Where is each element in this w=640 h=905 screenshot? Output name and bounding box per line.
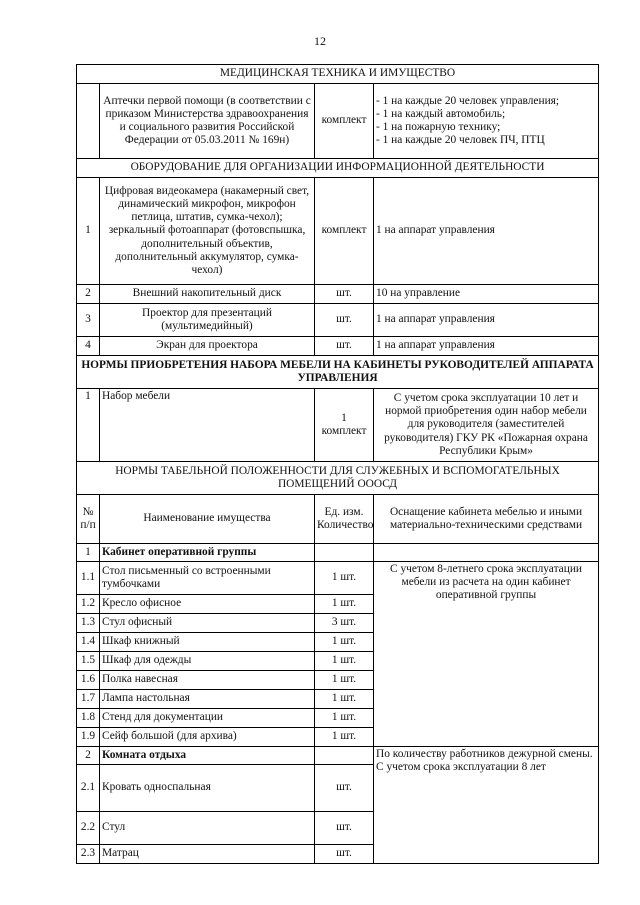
item-name: Стол письменный со встроенными тумбочками: [100, 562, 315, 595]
table-row: [77, 84, 599, 159]
section-title-medical: МЕДИЦИНСКАЯ ТЕХНИКА И ИМУЩЕСТВО: [77, 65, 599, 84]
group-row: [77, 544, 599, 562]
row-number: 2.3: [77, 845, 100, 864]
item-name: Стенд для документации: [100, 709, 315, 728]
header-name: Наименование имущества: [100, 495, 315, 544]
item-quantity: 1 шт.: [315, 562, 374, 595]
item-unit: шт.: [315, 285, 374, 304]
row-number: 1: [77, 389, 100, 462]
item-name: Шкаф книжный: [100, 633, 315, 652]
item-name: Шкаф для одежды: [100, 652, 315, 671]
item-unit: комплект: [315, 84, 374, 159]
item-quantity: шт.: [315, 845, 374, 864]
norm-line: - 1 на каждый автомобиль;: [376, 107, 506, 120]
section-title-row: [77, 356, 599, 389]
section-title-equipment: ОБОРУДОВАНИЕ ДЛЯ ОРГАНИЗАЦИИ ИНФОРМАЦИОННОЙ ДЕЯТЕЛЬНОСТИ: [77, 159, 599, 178]
header-quantity: Ед. изм. Количество: [315, 495, 374, 544]
item-name: Лампа настольная: [100, 690, 315, 709]
item-quantity: шт.: [315, 812, 374, 845]
group-note: С учетом 8-летнего срока эксплуатации мебели из расчета на один кабинет оперативной группы: [374, 562, 599, 747]
table-row: [77, 337, 599, 356]
row-number: 2.2: [77, 812, 100, 845]
row-number: 2: [77, 285, 100, 304]
item-name: Стул офисный: [100, 614, 315, 633]
item-name: Матрац: [100, 845, 315, 864]
row-number: [77, 84, 100, 159]
item-name: Стул: [100, 812, 315, 845]
item-unit: шт.: [315, 304, 374, 337]
item-quantity: 1 шт.: [315, 671, 374, 690]
row-number: 4: [77, 337, 100, 356]
group-note-empty: [374, 544, 599, 562]
row-number: 1: [77, 178, 100, 285]
item-quantity: 1 шт.: [315, 690, 374, 709]
group-note: [374, 747, 599, 864]
group-quantity: [315, 747, 374, 765]
group-row: [77, 747, 599, 765]
row-number: 1.1: [77, 562, 100, 595]
item-qty-value: 1: [341, 411, 347, 424]
section-title-row: [77, 159, 599, 178]
section-title-norms: НОРМЫ ТАБЕЛЬНОЙ ПОЛОЖЕННОСТИ ДЛЯ СЛУЖЕБНЫХ И ВСПОМОГАТЕЛЬНЫХ ПОМЕЩЕНИЙ ОООСД: [77, 462, 599, 495]
row-number: 1.9: [77, 728, 100, 747]
header-number: № п/п: [77, 495, 100, 544]
group-note-line: С учетом срока эксплуатации 8 лет: [376, 761, 546, 774]
table-header-row: [77, 495, 599, 544]
item-unit: комплект: [315, 178, 374, 285]
norm-line: - 1 на пожарную технику;: [376, 121, 501, 133]
group-number: 1: [77, 544, 100, 562]
header-note: Оснащение кабинета мебелью и иными материально-техническими средствами: [374, 495, 599, 544]
item-quantity: 1 шт.: [315, 652, 374, 671]
item-quantity: 1 шт.: [315, 595, 374, 614]
item-unit: шт.: [315, 337, 374, 356]
group-note-line: По количеству работников дежурной смены.: [376, 748, 593, 760]
row-number: 2.1: [77, 765, 100, 812]
section-title-row: [77, 462, 599, 495]
table-row: [77, 178, 599, 285]
item-name: Экран для проектора: [100, 337, 315, 356]
item-name: Цифровая видеокамера (накамерный свет, динамический микрофон, микрофон петлица, штатив, сумка-чехол); зеркальный фотоаппарат (фотовспышка, дополнительный объектив, дополнительный аккумулятор, сумка-чехол): [100, 178, 315, 285]
page-number: 12: [314, 34, 326, 48]
row-number: 1.2: [77, 595, 100, 614]
item-quantity: 1 шт.: [315, 709, 374, 728]
item-norm: 1 на аппарат управления: [374, 304, 599, 337]
item-name: Кресло офисное: [100, 595, 315, 614]
row-number: 1.7: [77, 690, 100, 709]
row-number: 1.8: [77, 709, 100, 728]
group-number: 2: [77, 747, 100, 765]
item-unit: комплект: [321, 425, 367, 437]
item-name: Набор мебели: [100, 389, 315, 462]
item-quantity: шт.: [315, 765, 374, 812]
group-title: Комната отдыха: [100, 747, 315, 765]
row-number: 1.6: [77, 671, 100, 690]
norm-line: - 1 на каждые 20 человек ПЧ, ПТЦ: [376, 134, 545, 147]
table-row: [77, 562, 599, 595]
item-quantity: 3 шт.: [315, 614, 374, 633]
item-norm: 1 на аппарат управления: [374, 337, 599, 356]
row-number: 1.5: [77, 652, 100, 671]
item-quantity: [315, 389, 374, 462]
row-number: 3: [77, 304, 100, 337]
section-title-row: [77, 65, 599, 84]
item-name: Аптечки первой помощи (в соответствии с приказом Министерства здравоохранения и социального развития Российской Федерации от 05.03.2011 № 169н): [100, 84, 315, 159]
row-number: 1.3: [77, 614, 100, 633]
item-norm: 1 на аппарат управления: [374, 178, 599, 285]
table-row: [77, 285, 599, 304]
group-title: Кабинет оперативной группы: [100, 544, 315, 562]
item-quantity: 1 шт.: [315, 728, 374, 747]
table-row: [77, 389, 599, 462]
norm-line: - 1 на каждые 20 человек управления;: [376, 94, 560, 107]
section-title-furniture: НОРМЫ ПРИОБРЕТЕНИЯ НАБОРА МЕБЕЛИ НА КАБИНЕТЫ РУКОВОДИТЕЛЕЙ АППАРАТА УПРАВЛЕНИЯ: [77, 356, 599, 389]
item-norm: С учетом срока эксплуатации 10 лет и нормой приобретения один набор мебели для руководителя (заместителей руководителя) ГКУ РК «Пожарная охрана Республики Крым»: [374, 389, 599, 462]
item-name: Проектор для презентаций (мультимедийный): [100, 304, 315, 337]
item-name: Сейф большой (для архива): [100, 728, 315, 747]
item-name: Кровать односпальная: [100, 765, 315, 812]
group-quantity: [315, 544, 374, 562]
item-name: Внешний накопительный диск: [100, 285, 315, 304]
item-name: Полка навесная: [100, 671, 315, 690]
item-norm: 10 на управление: [374, 285, 599, 304]
item-norm: [374, 84, 599, 159]
item-quantity: 1 шт.: [315, 633, 374, 652]
row-number: 1.4: [77, 633, 100, 652]
norms-table: [76, 64, 599, 864]
table-row: [77, 304, 599, 337]
